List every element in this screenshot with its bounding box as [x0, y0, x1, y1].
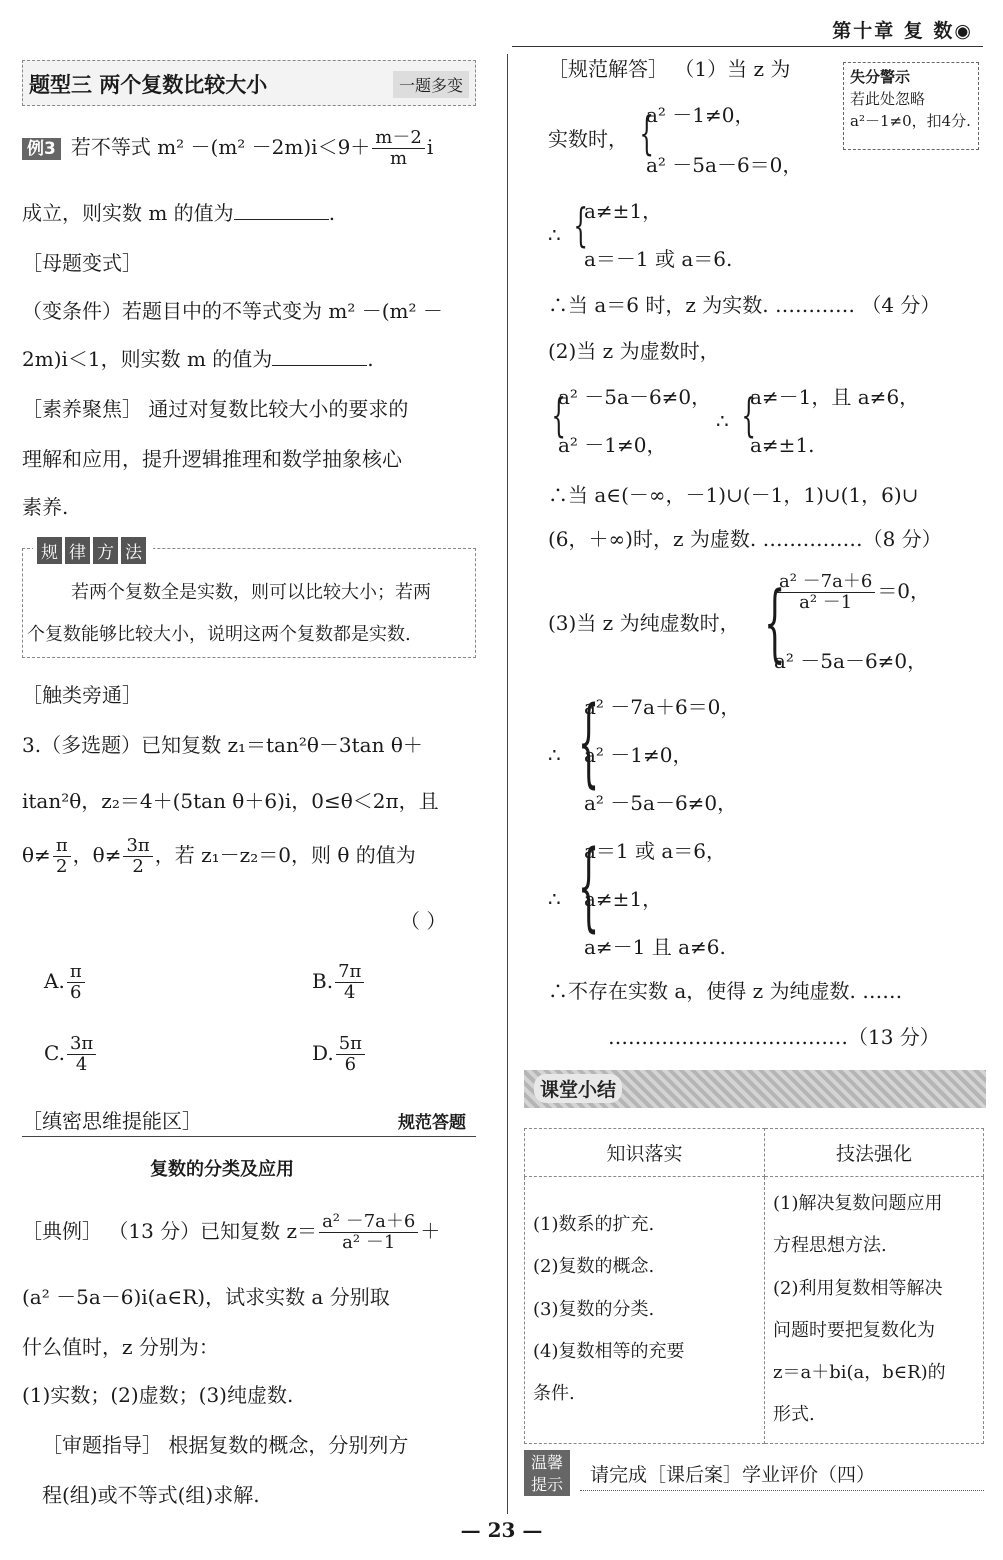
fraction-denominator: 2: [56, 855, 68, 877]
literacy-line2: 理解和应用，提升逻辑推理和数学抽象核心: [22, 447, 402, 471]
reminder-line: [580, 1490, 984, 1491]
option-a[interactable]: [44, 962, 87, 1003]
list-item: 问题时要把复数化为: [773, 1319, 935, 1341]
method-char: 律: [65, 537, 90, 564]
fraction-denominator: 6: [70, 981, 82, 1003]
therefore-sign: ∴: [548, 223, 561, 247]
fraction-denominator: a² －1: [799, 591, 853, 613]
method-title: [33, 537, 153, 564]
step1-label: 实数时，: [548, 127, 628, 151]
list-item: 条件.: [533, 1383, 575, 1405]
step1-res1: a≠±1，: [584, 199, 663, 223]
step3-eq2: a² －5a－6≠0，: [774, 649, 928, 673]
step2-eq2: a² －1≠0，: [558, 433, 667, 457]
fraction-numerator: m－2: [372, 128, 425, 149]
fraction-denominator: 2: [132, 855, 144, 877]
table-cell-knowledge: [525, 1177, 765, 1444]
option-fraction: [67, 962, 85, 1003]
section-title: 题型三 两个复数比较大小: [29, 73, 268, 97]
warning-line2: a²－1≠0，扣4分.: [850, 111, 971, 130]
example-text: 若不等式 m² －(m² －2m)i＜9＋: [70, 134, 371, 159]
step1-eq1: a² －1≠0，: [646, 103, 755, 127]
step3-eq1: [774, 572, 930, 613]
option-d[interactable]: [312, 1034, 367, 1075]
answer-parentheses[interactable]: （ ）: [400, 909, 447, 933]
variant-heading: ［母题变式］: [22, 251, 142, 275]
list-item: (1)解决复数问题应用: [773, 1193, 943, 1214]
zone-title: ［缜密思维提能区］: [22, 1109, 202, 1133]
fraction-numerator: a² －7a＋6: [319, 1212, 418, 1233]
option-fraction: [67, 1034, 96, 1075]
brace: {: [573, 198, 588, 252]
brace: {: [551, 388, 566, 442]
example-text: 成立，则实数 m 的值为: [22, 201, 234, 225]
guide-line1: ［审题指导］ 根据复数的概念，分别列方: [42, 1433, 409, 1457]
warning-title: 失分警示: [850, 68, 911, 86]
method-line2: 个复数能够比较大小，说明这两个复数都是实数.: [27, 624, 411, 645]
question-3-line2: itan²θ，z₂＝4＋(5tan θ＋6)i，0≤θ＜2π，且: [22, 789, 439, 813]
method-char: 规: [37, 537, 62, 564]
header-rule: [512, 46, 983, 47]
chapter-header: 第十章 复 数◉: [832, 20, 973, 42]
option-c[interactable]: [44, 1034, 98, 1075]
method-box: [22, 543, 476, 658]
step1-eq2: a² －5a－6＝0，: [646, 153, 803, 177]
reminder-bar: [524, 1450, 984, 1496]
typical-line3: 什么值时，z 分别为：: [22, 1335, 219, 1359]
brace: {: [577, 830, 600, 942]
fraction-numerator: 3π: [123, 836, 152, 857]
answer-blank[interactable]: [272, 348, 367, 366]
step1-conclusion: ∴当 a＝6 时，z 为实数. ………… （4 分）: [548, 293, 941, 317]
analogy-heading: ［触类旁通］: [22, 683, 142, 707]
example-fraction: [372, 128, 425, 169]
reminder-icon: 温馨提示: [524, 1450, 570, 1496]
table-header-row: [525, 1129, 984, 1177]
period: .: [367, 347, 374, 371]
option-fraction: [336, 1034, 365, 1075]
step3-heading: (3)当 z 为纯虚数时，: [548, 611, 740, 635]
typical-text: ［典例］ （13 分）已知复数 z＝: [22, 1218, 318, 1243]
fraction-numerator: 5π: [336, 1034, 365, 1055]
method-char: 方: [93, 537, 118, 564]
option-label: D.: [312, 1040, 334, 1065]
typical-line2: (a² －5a－6)i(a∈R)，试求实数 a 分别取: [22, 1285, 390, 1309]
option-label: A.: [44, 968, 65, 993]
topic-title: 复数的分类及应用: [150, 1159, 294, 1180]
step3-sys2-eq1: a² －7a＋6＝0，: [584, 695, 741, 719]
fraction-denominator: m: [390, 147, 408, 169]
step3-fraction: [776, 572, 875, 613]
step3-conclusion2: ………………………………（13 分）: [608, 1025, 940, 1049]
table-header: 知识落实: [525, 1129, 765, 1177]
list-item: z＝a＋bi(a，b∈R)的: [773, 1362, 946, 1384]
step2-conclusion1: ∴当 a∈(－∞，－1)∪(－1，1)∪(1，6)∪: [548, 483, 919, 507]
fraction-denominator: 4: [343, 981, 356, 1003]
variant-text: 2m)i＜1，则实数 m 的值为: [22, 347, 273, 371]
step3-sys3-eq2: a≠±1，: [584, 887, 663, 911]
option-label: C.: [44, 1040, 65, 1065]
question-3-line1: 3.（多选题）已知复数 z₁＝tan²θ－3tan θ＋: [22, 733, 423, 757]
table-cell-technique: [765, 1177, 984, 1444]
step1-res2: a＝－1 或 a＝6.: [584, 247, 733, 271]
method-line1: 若两个复数全是实数，则可以比较大小；若两: [71, 582, 431, 603]
step3-sys3-eq3: a≠－1 且 a≠6.: [584, 935, 726, 959]
option-label: B.: [312, 968, 334, 993]
brace: {: [639, 106, 654, 160]
step2-conclusion2: (6，＋∞)时，z 为虚数. ……………（8 分）: [548, 527, 942, 551]
step3-sys2-eq2: a² －1≠0，: [584, 743, 693, 767]
step2-heading: (2)当 z 为虚数时，: [548, 339, 720, 363]
fraction-numerator: 3π: [67, 1034, 96, 1055]
period: .: [328, 201, 336, 225]
page-number: — 23 —: [460, 1518, 543, 1542]
section-tag: 一题多变: [393, 71, 469, 98]
reminder-text: 请完成［课后案］学业评价（四）: [590, 1464, 876, 1486]
variant-line1: （变条件）若题目中的不等式变为 m² －(m² －: [22, 299, 443, 323]
example-tag: 例3: [22, 138, 61, 160]
typical-fraction: [319, 1212, 418, 1253]
warning-line1: 若此处忽略: [850, 89, 926, 108]
fraction-numerator: π: [67, 962, 85, 983]
question-3-line3: [22, 836, 416, 877]
therefore-sign: ∴: [716, 409, 729, 433]
brace: {: [741, 388, 756, 442]
option-fraction: [335, 962, 364, 1003]
list-item: 形式.: [773, 1404, 815, 1426]
step3-sys3-eq1: a＝1 或 a＝6，: [584, 839, 727, 863]
q3-fraction: [123, 836, 152, 877]
zone-tag: 规范答题: [398, 1113, 466, 1133]
typical-line4: (1)实数；(2)虚数；(3)纯虚数.: [22, 1383, 294, 1407]
q3-text: ，若 z₁－z₂＝0，则 θ 的值为: [154, 842, 416, 867]
method-char: 法: [121, 537, 146, 564]
fraction-numerator: 7π: [335, 962, 364, 983]
equation-end: ＝0，: [877, 578, 931, 603]
example-text-end: i: [426, 134, 434, 159]
list-item: (1)数系的扩充.: [533, 1214, 655, 1236]
variant-line2: [22, 346, 374, 372]
literacy-line3: 素养.: [22, 495, 69, 519]
zone-rule: [22, 1136, 476, 1137]
table-row: [525, 1177, 984, 1444]
example-3-line1: [22, 128, 433, 169]
fraction-denominator: 6: [344, 1053, 357, 1075]
summary-table: [524, 1128, 984, 1444]
fraction-numerator: π: [53, 836, 71, 857]
list-item: (3)复数的分类.: [533, 1298, 655, 1320]
step2-res1: a≠－1，且 a≠6，: [750, 385, 920, 409]
q3-text: θ≠: [22, 842, 51, 867]
column-divider: [507, 54, 508, 1514]
answer-blank[interactable]: [234, 202, 329, 220]
section-heading: [22, 60, 476, 106]
summary-banner: [524, 1070, 986, 1108]
list-item: (4)复数相等的充要: [533, 1341, 685, 1363]
step3-conclusion1: ∴不存在实数 a，使得 z 为纯虚数. ……: [548, 979, 903, 1003]
guide-line2: 程(组)或不等式(组)求解.: [42, 1483, 260, 1507]
therefore-sign: ∴: [548, 743, 561, 767]
step2-res2: a≠±1.: [750, 433, 815, 457]
typical-text: ＋: [420, 1218, 441, 1243]
fraction-denominator: 4: [75, 1053, 88, 1075]
step3-sys2-eq3: a² －5a－6≠0，: [584, 791, 738, 815]
brace: {: [764, 573, 786, 671]
q3-fraction: [53, 836, 71, 877]
list-item: (2)利用复数相等解决: [773, 1277, 943, 1299]
list-item: 方程思想方法.: [773, 1235, 887, 1257]
typical-line1: [22, 1212, 440, 1253]
option-b[interactable]: [312, 962, 366, 1003]
fraction-numerator: a² －7a＋6: [776, 572, 875, 593]
summary-title: 课堂小结: [534, 1074, 622, 1103]
list-item: (2)复数的概念.: [533, 1256, 655, 1278]
step2-eq1: a² －5a－6≠0，: [558, 385, 712, 409]
table-header: 技法强化: [765, 1129, 984, 1177]
answer-heading: ［规范解答］ （1）当 z 为: [548, 57, 791, 81]
brace: {: [577, 686, 600, 798]
fraction-denominator: a² －1: [342, 1231, 396, 1253]
q3-text: ，θ≠: [72, 842, 122, 867]
example-3-line2: [22, 200, 335, 226]
warning-box: [843, 62, 979, 150]
literacy-line1: ［素养聚焦］ 通过对复数比较大小的要求的: [22, 397, 409, 421]
therefore-sign: ∴: [548, 887, 561, 911]
